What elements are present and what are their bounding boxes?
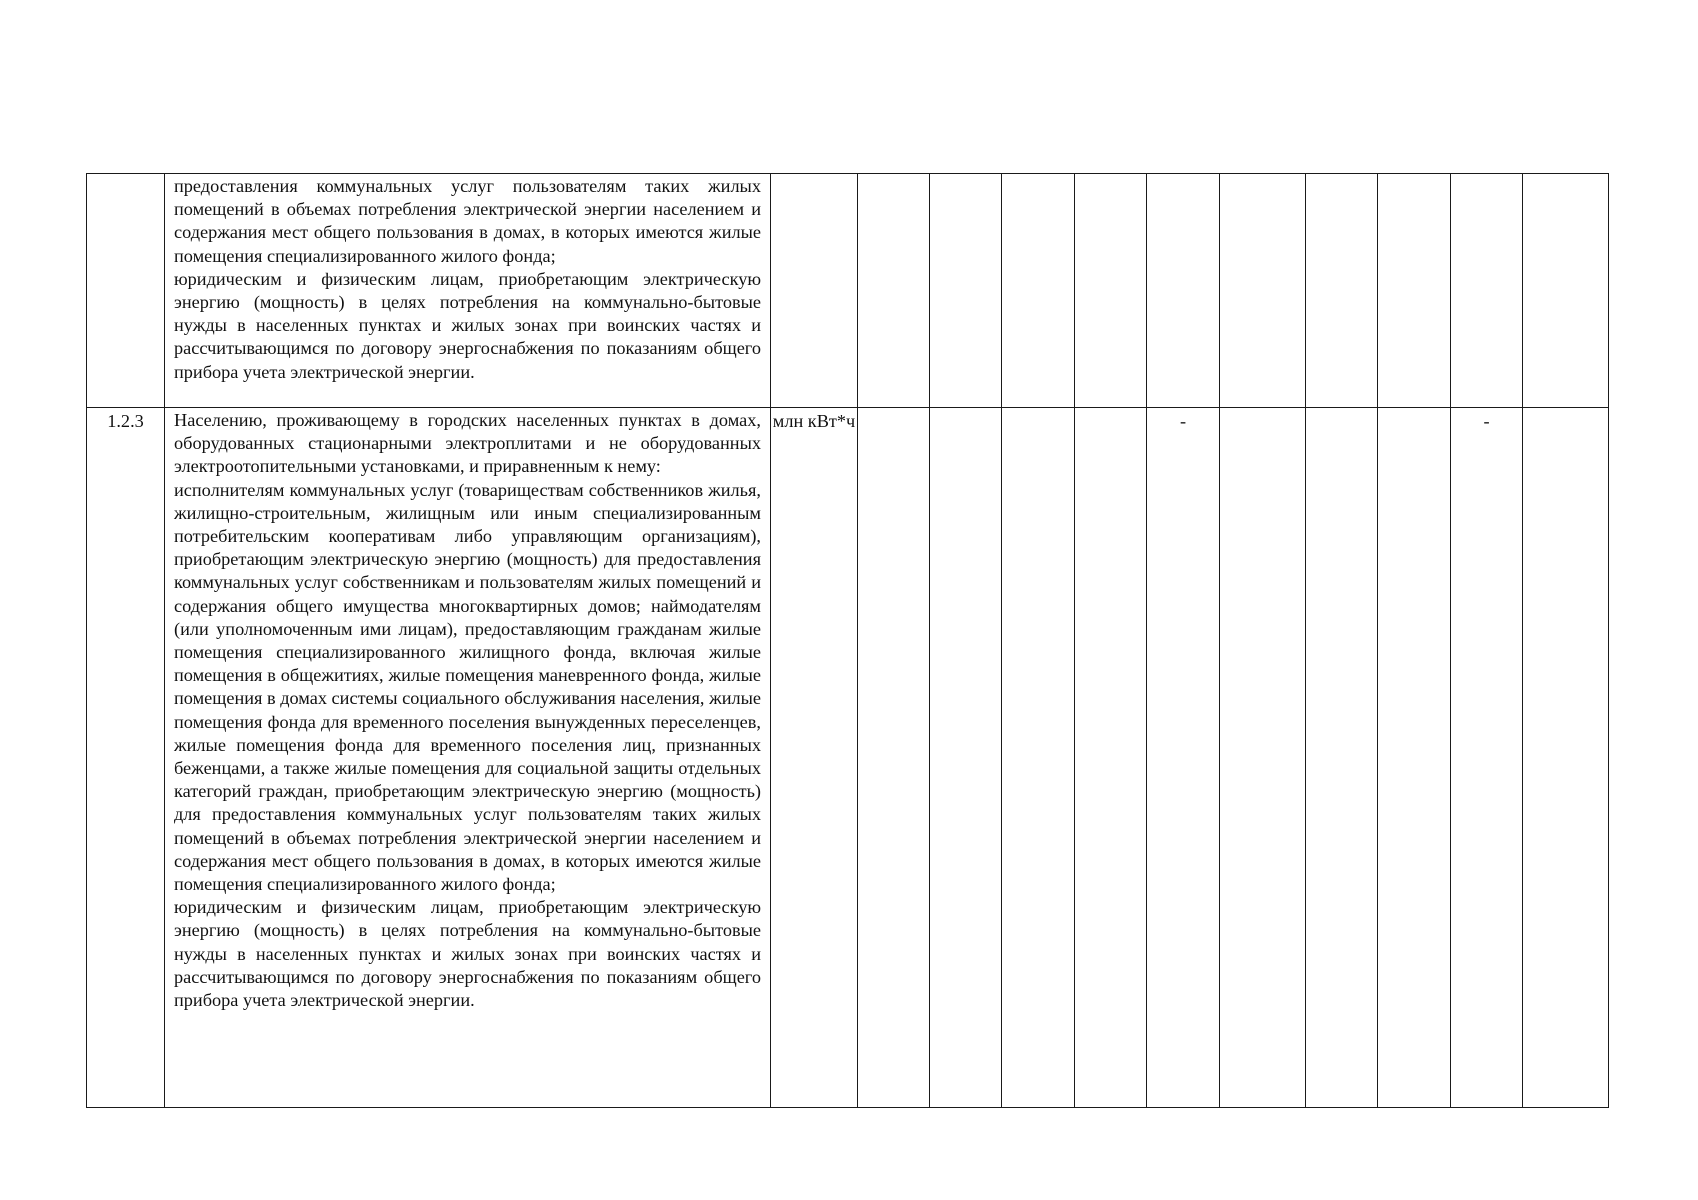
row-unit: млн кВт*ч	[771, 408, 858, 1108]
table-row	[87, 408, 1609, 1108]
tariff-table	[86, 173, 1609, 1108]
value-cell: -	[1147, 408, 1220, 1108]
value-cell: -	[1451, 408, 1523, 1108]
value-cell	[858, 174, 930, 408]
description-paragraph: юридическим и физическим лицам, приобретающим электрическую энергию (мощность) в целях потребления на коммунально-бытовые нужды в населенных пунктах и жилых зонах при воинских частях и рассчитывающимся по договору энергоснабжения по показаниям общего прибора учета электрической энергии.	[174, 268, 761, 382]
value-cell	[1075, 174, 1147, 408]
value-cell	[1002, 408, 1075, 1108]
description-paragraph: исполнителям коммунальных услуг (товариществам собственников жилья, жилищно-строительным, жилищным или иным специализированным потребительским кооперативам либо управляющим организациям), приобретающим электрическую энергию (мощность) для предоставления коммунальных услуг собственникам и пользователям жилых помещений и содержания общего имущества многоквартирных домов; наймодателям (или уполномоченным ими лицам), предоставляющим гражданам жилые помещения специализированного жилищного фонда, включая жилые помещения в общежитиях, жилые помещения маневренного фонда, жилые помещения в домах системы социального обслуживания населения, жилые помещения фонда для временного поселения вынужденных переселенцев, жилые помещения фонда для временного поселения лиц, признанных беженцами, а также жилые помещения для социальной защиты отдельных категорий граждан, приобретающим электрическую энергию (мощность) для предоставления коммунальных услуг пользователям таких жилых помещений в объемах потребления электрической энергии населением и содержания мест общего пользования в домах, в которых имеются жилые помещения специализированного жилого фонда;	[174, 479, 762, 895]
row-number: 1.2.3	[87, 408, 165, 1108]
value-cell	[1147, 174, 1220, 408]
table-row	[87, 174, 1609, 408]
row-unit	[771, 174, 858, 408]
description-paragraph: Населению, проживающему в городских населенных пунктах в домах, оборудованных стационарными электроплитами и не оборудованных электроотопительными установками, и приравненным к нему:	[174, 410, 761, 477]
value-cell	[930, 174, 1002, 408]
value-cell	[1306, 408, 1378, 1108]
row-number	[87, 174, 165, 408]
value-cell	[1075, 408, 1147, 1108]
value-cell	[1451, 174, 1523, 408]
value-cell	[858, 408, 930, 1108]
value-cell	[1220, 408, 1306, 1108]
row-description	[165, 408, 771, 1108]
value-cell	[1523, 408, 1609, 1108]
value-cell	[1002, 174, 1075, 408]
value-cell	[1220, 174, 1306, 408]
description-paragraph: юридическим и физическим лицам, приобретающим электрическую энергию (мощность) в целях потребления на коммунально-бытовые нужды в населенных пунктах и жилых зонах при воинских частях и рассчитывающимся по договору энергоснабжения по показаниям общего прибора учета электрической энергии.	[174, 897, 761, 1011]
value-cell	[1306, 174, 1378, 408]
row-description	[165, 174, 771, 408]
value-cell	[1378, 174, 1451, 408]
value-cell	[930, 408, 1002, 1108]
value-cell	[1378, 408, 1451, 1108]
description-paragraph: предоставления коммунальных услуг пользователям таких жилых помещений в объемах потребления электрической энергии населением и содержания мест общего пользования в домах, в которых имеются жилые помещения специализированного жилого фонда;	[174, 176, 761, 266]
value-cell	[1523, 174, 1609, 408]
